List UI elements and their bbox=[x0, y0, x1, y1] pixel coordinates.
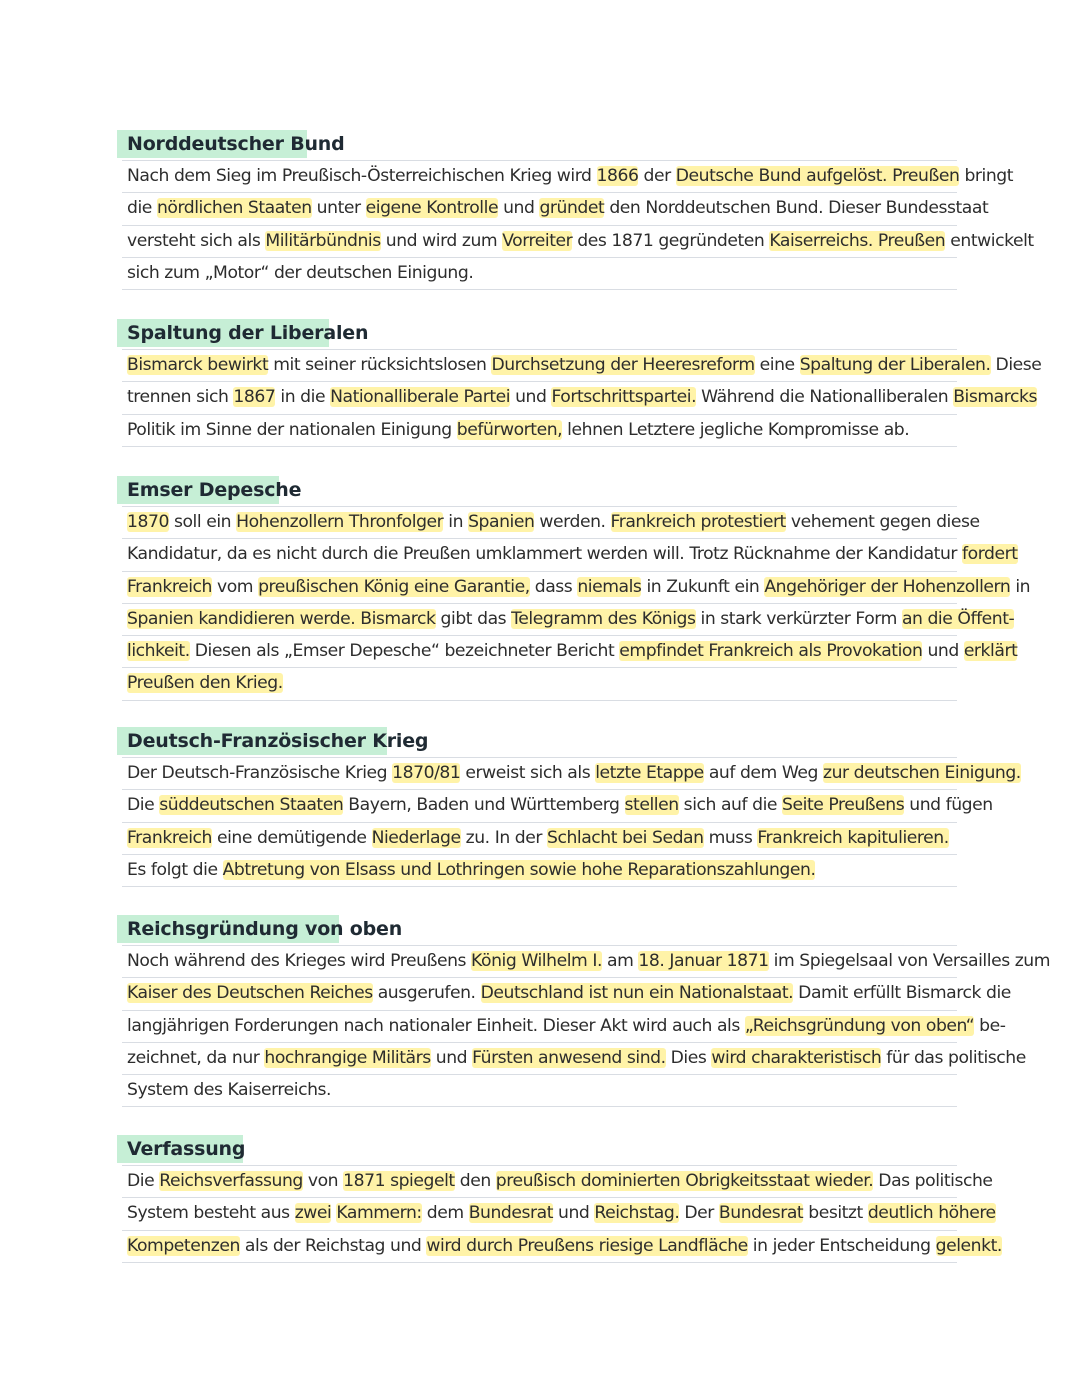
highlight-mark: Deutsche Bund aufgelöst. Preußen bbox=[675, 166, 960, 186]
highlight-mark: wird charakteristisch bbox=[711, 1047, 882, 1068]
highlight-mark: empfindet Frankreich als Provokation bbox=[619, 641, 923, 662]
section-verfassung bbox=[122, 1133, 1002, 1263]
text-line: Kandidatur, da es nicht durch die Preußen umklammert werden will. Trotz Rücknahme der Kandidatur fordert bbox=[122, 539, 957, 571]
text-line: 1870 soll ein Hohenzollern Thronfolger in Spanien werden. Frankreich protestiert vehement gegen diese bbox=[122, 507, 957, 539]
text-line: Spanien kandidieren werde. Bismarck gibt das Telegramm des Königs in stark verkürzter Form an die Öffent- bbox=[122, 604, 957, 636]
text-line: Bismarck bewirkt mit seiner rücksichtslosen Durchsetzung der Heeresreform eine Spaltung der Liberalen. Diese bbox=[122, 350, 957, 382]
section-heading: Verfassung bbox=[122, 1133, 957, 1166]
highlight-mark: Angehöriger der Hohenzollern bbox=[764, 576, 1011, 597]
highlight-mark: eigene Kontrolle bbox=[365, 198, 499, 219]
highlight-mark: süddeutschen Staaten bbox=[159, 795, 344, 816]
highlight-mark: Reichsverfassung bbox=[159, 1171, 303, 1191]
highlight-mark: zur deutschen Einigung. bbox=[823, 763, 1021, 783]
highlight-mark: hochrangige Militärs bbox=[264, 1047, 431, 1068]
text-line: Kaiser des Deutschen Reiches ausgerufen. Deutschland ist nun ein Nationalstaat. Damit erfüllt Bismarck die bbox=[122, 978, 957, 1010]
section-text bbox=[122, 758, 1021, 887]
highlight-mark: Bundesrat bbox=[718, 1203, 804, 1224]
highlight-mark: gründet bbox=[539, 198, 605, 219]
highlight-mark: stellen bbox=[624, 795, 679, 816]
highlight-mark: Militärbündnis bbox=[265, 230, 381, 251]
highlight-mark: Bundesrat bbox=[468, 1203, 553, 1224]
text-line: Frankreich vom preußischen König eine Garantie, dass niemals in Zukunft ein Angehöriger der Hohenzollern in bbox=[122, 572, 957, 604]
section-heading: Deutsch-Französischer Krieg bbox=[122, 725, 957, 758]
highlight-mark: Bismarcks bbox=[953, 387, 1037, 408]
section-emser-depesche bbox=[122, 474, 1031, 701]
text-line: Der Deutsch-Französische Krieg 1870/81 erweist sich als letzte Etappe auf dem Weg zur deutschen Einigung. bbox=[122, 758, 957, 790]
highlight-mark: lichkeit. bbox=[127, 641, 190, 662]
highlight-mark: 1870 bbox=[127, 512, 169, 532]
highlight-mark: Frankreich bbox=[127, 576, 212, 597]
section-reichsgruendung-von-oben bbox=[122, 913, 1051, 1107]
highlight-mark: befürworten, bbox=[456, 419, 563, 440]
section-heading: Emser Depesche bbox=[122, 474, 957, 507]
text-line: Frankreich eine demütigende Niederlage zu. In der Schlacht bei Sedan muss Frankreich kapitulieren. bbox=[122, 823, 957, 855]
highlight-mark: 1867 bbox=[233, 387, 276, 408]
text-line: Kompetenzen als der Reichstag und wird durch Preußens riesige Landfläche in jeder Entscheidung gelenkt. bbox=[122, 1231, 957, 1263]
section-deutsch-franzoesischer-krieg bbox=[122, 725, 1021, 887]
text-line: die nördlichen Staaten unter eigene Kontrolle und gründet den Norddeutschen Bund. Dieser Bundesstaat bbox=[122, 193, 957, 225]
section-text bbox=[122, 507, 1031, 701]
section-text bbox=[122, 946, 1051, 1107]
highlight-mark: zwei bbox=[294, 1203, 332, 1224]
text-line: System des Kaiserreichs. bbox=[122, 1075, 957, 1107]
section-text bbox=[122, 1166, 1002, 1263]
text-line: zeichnet, da nur hochrangige Militärs und Fürsten anwesend sind. Dies wird charakteristisch für das politische bbox=[122, 1043, 957, 1075]
highlight-mark: Spanien kandidieren werde. Bismarck bbox=[127, 608, 436, 629]
highlight-mark: Vorreiter bbox=[502, 230, 573, 251]
section-text bbox=[122, 161, 1034, 290]
highlight-mark: Durchsetzung der Heeresreform bbox=[491, 355, 755, 375]
highlight-mark: Spaltung der Liberalen. bbox=[799, 355, 991, 375]
highlight-mark: Reichstag. bbox=[594, 1203, 680, 1224]
highlight-mark: Hohenzollern Thronfolger bbox=[236, 512, 444, 532]
highlight-mark: König Wilhelm I. bbox=[471, 951, 602, 971]
highlight-mark: Fürsten anwesend sind. bbox=[472, 1047, 666, 1068]
highlight-mark: „Reichsgründung von oben“ bbox=[744, 1015, 975, 1036]
highlight-mark: 1870/81 bbox=[392, 763, 461, 783]
text-line: Es folgt die Abtretung von Elsass und Lothringen sowie hohe Reparationszahlungen. bbox=[122, 855, 957, 887]
section-norddeutscher-bund bbox=[122, 128, 1034, 290]
highlight-mark: Frankreich bbox=[127, 827, 212, 848]
text-line: Noch während des Krieges wird Preußens König Wilhelm I. am 18. Januar 1871 im Spiegelsaal von Versailles zum bbox=[122, 946, 957, 978]
text-line bbox=[122, 668, 957, 700]
section-heading: Spaltung der Liberalen bbox=[122, 317, 957, 350]
highlight-mark: 1866 bbox=[596, 166, 639, 186]
text-line: trennen sich 1867 in die Nationalliberale Partei und Fortschrittspartei. Während die Nationalliberalen Bismarcks bbox=[122, 382, 957, 414]
highlight-mark: Schlacht bei Sedan bbox=[547, 827, 704, 848]
text-line: System besteht aus zwei Kammern: dem Bundesrat und Reichstag. Der Bundesrat besitzt deutlich höhere bbox=[122, 1198, 957, 1230]
highlight-mark: preußisch dominierten Obrigkeitsstaat wieder. bbox=[495, 1171, 874, 1191]
section-text bbox=[122, 350, 1042, 447]
highlight-mark: Frankreich kapitulieren. bbox=[757, 827, 949, 848]
highlight-mark: fordert bbox=[962, 544, 1018, 565]
highlight-mark: Seite Preußens bbox=[782, 795, 905, 816]
highlight-mark: Nationalliberale Partei bbox=[330, 387, 511, 408]
highlight-mark: Telegramm des Königs bbox=[511, 608, 696, 629]
highlight-mark: Preußen den Krieg. bbox=[127, 673, 283, 694]
highlight-mark: 18. Januar 1871 bbox=[638, 951, 769, 971]
highlight-mark: preußischen König eine Garantie, bbox=[258, 576, 530, 597]
highlight-mark: gelenkt. bbox=[935, 1235, 1002, 1256]
text-line: Politik im Sinne der nationalen Einigung befürworten, lehnen Letztere jegliche Kompromisse ab. bbox=[122, 415, 957, 447]
highlight-mark: deutlich höhere bbox=[867, 1203, 996, 1224]
highlight-mark: nördlichen Staaten bbox=[156, 198, 312, 219]
text-line: lichkeit. Diesen als „Emser Depesche“ bezeichneter Bericht empfindet Frankreich als Provokation und erklärt bbox=[122, 636, 957, 668]
highlight-mark: Abtretung von Elsass und Lothringen sowie hohe Reparationszahlungen. bbox=[222, 859, 816, 880]
highlight-mark: Frankreich protestiert bbox=[610, 512, 786, 532]
section-heading: Norddeutscher Bund bbox=[122, 128, 957, 161]
highlight-mark: letzte Etappe bbox=[595, 763, 704, 783]
highlight-mark: wird durch Preußens riesige Landfläche bbox=[426, 1235, 748, 1256]
text-line: Nach dem Sieg im Preußisch-Österreichischen Krieg wird 1866 der Deutsche Bund aufgelöst. Preußen bringt bbox=[122, 161, 957, 193]
highlight-mark: Kaiserreichs. Preußen bbox=[769, 230, 946, 251]
highlight-mark: 1871 spiegelt bbox=[343, 1171, 455, 1191]
highlight-mark: Bismarck bewirkt bbox=[127, 355, 269, 375]
highlight-mark: an die Öffent- bbox=[901, 608, 1015, 629]
highlight-mark: Kaiser des Deutschen Reiches bbox=[127, 983, 373, 1004]
highlight-mark: Deutschland ist nun ein Nationalstaat. bbox=[480, 983, 794, 1004]
text-line: sich zum „Motor“ der deutschen Einigung. bbox=[122, 258, 957, 290]
highlight-mark: niemals bbox=[577, 576, 642, 597]
text-line: versteht sich als Militärbündnis und wird zum Vorreiter des 1871 gegründeten Kaiserreichs. Preußen entwickelt bbox=[122, 226, 957, 258]
text-line: Die süddeutschen Staaten Bayern, Baden und Württemberg stellen sich auf die Seite Preußens und fügen bbox=[122, 790, 957, 822]
text-line: Die Reichsverfassung von 1871 spiegelt den preußisch dominierten Obrigkeitsstaat wieder. Das politische bbox=[122, 1166, 957, 1198]
highlight-mark: Kompetenzen bbox=[127, 1235, 240, 1256]
highlight-mark: Spanien bbox=[468, 512, 535, 532]
section-heading: Reichsgründung von oben bbox=[122, 913, 957, 946]
highlight-mark: Niederlage bbox=[371, 827, 461, 848]
highlight-mark: erklärt bbox=[963, 641, 1018, 662]
highlight-mark: Kammern: bbox=[336, 1203, 422, 1224]
highlight-mark: Fortschrittspartei. bbox=[551, 387, 697, 408]
text-line: langjährigen Forderungen nach nationaler Einheit. Dieser Akt wird auch als „Reichsgründung von oben“ be- bbox=[122, 1011, 957, 1043]
section-spaltung-der-liberalen bbox=[122, 317, 1042, 447]
